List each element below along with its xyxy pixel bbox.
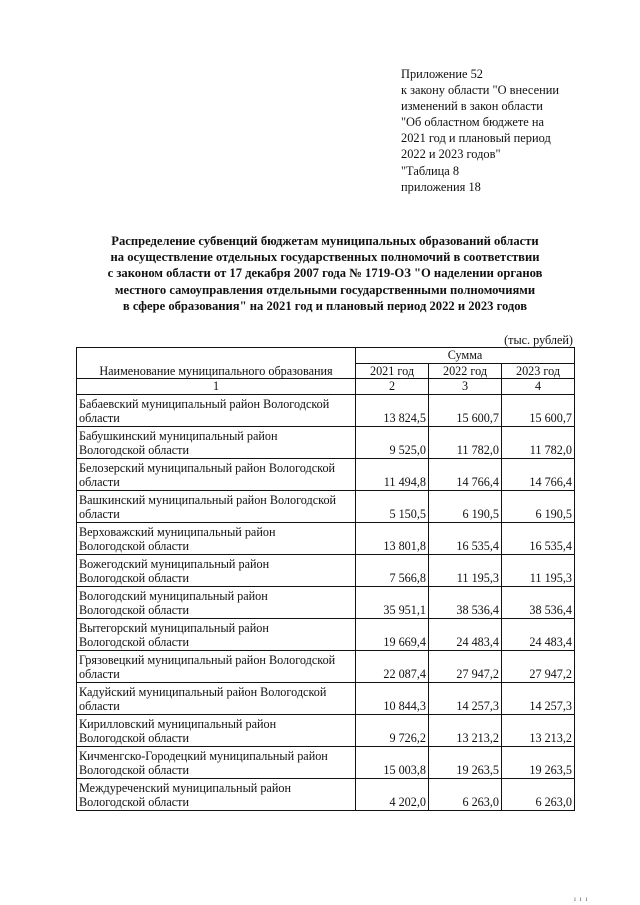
municipality-name-line: Вологодской области xyxy=(79,763,189,777)
municipality-name-line: Бабаевский муниципальный район Вологодской xyxy=(79,396,330,411)
appendix-line: приложения 18 xyxy=(401,179,481,194)
municipality-name-cell xyxy=(77,714,356,746)
municipality-name-cell xyxy=(77,458,356,490)
municipality-name-cell xyxy=(77,650,356,682)
amount-cell-2023: 6 263,0 xyxy=(502,778,575,810)
table-row xyxy=(77,714,575,746)
municipality-name-line: Вологодской области xyxy=(79,443,189,457)
municipality-name-line: области xyxy=(79,507,120,521)
table-row xyxy=(77,426,575,458)
amount-cell-2023: 27 947,2 xyxy=(502,650,575,682)
municipality-name-cell xyxy=(77,778,356,810)
amount-cell-2022: 38 536,4 xyxy=(429,586,502,618)
appendix-line: к закону области "О внесении xyxy=(401,83,559,98)
amount-cell-2021: 13 824,5 xyxy=(356,394,429,426)
municipality-name-cell xyxy=(77,394,356,426)
header-sum-cell: Сумма xyxy=(356,348,575,364)
municipality-name-cell xyxy=(77,554,356,586)
municipality-name-line: области xyxy=(79,411,120,425)
amount-cell-2022: 6 263,0 xyxy=(429,778,502,810)
amount-cell-2023: 11 195,3 xyxy=(502,554,575,586)
column-number-cell: 3 xyxy=(429,379,502,395)
municipality-name-line: Бабушкинский муниципальный район xyxy=(79,428,278,443)
appendix-line: Приложение 52 xyxy=(401,67,483,81)
amount-cell-2021: 19 669,4 xyxy=(356,618,429,650)
amount-cell-2022: 13 213,2 xyxy=(429,714,502,746)
amount-cell-2023: 38 536,4 xyxy=(502,586,575,618)
title-line: с законом области от 17 декабря 2007 года № 1719-ОЗ "О наделении органов xyxy=(107,266,543,281)
amount-cell-2023: 14 766,4 xyxy=(502,458,575,490)
appendix-line: 2021 год и плановый период xyxy=(401,131,551,146)
municipality-name-cell xyxy=(77,522,356,554)
amount-cell-2022: 24 483,4 xyxy=(429,618,502,650)
table-row xyxy=(77,746,575,778)
amount-cell-2023: 11 782,0 xyxy=(502,426,575,458)
amount-cell-2021: 10 844,3 xyxy=(356,682,429,714)
municipality-name-line: Верховажский муниципальный район xyxy=(79,524,276,539)
header-year-cell: 2022 год xyxy=(429,363,502,379)
municipality-name-line: области xyxy=(79,475,120,489)
table-row xyxy=(77,650,575,682)
appendix-line: 2022 и 2023 годов" xyxy=(401,147,501,162)
municipality-name-cell xyxy=(77,490,356,522)
municipality-name-line: Вологодской области xyxy=(79,571,189,585)
amount-cell-2022: 16 535,4 xyxy=(429,522,502,554)
municipality-name-line: Вытегорский муниципальный район xyxy=(79,620,269,635)
amount-cell-2022: 27 947,2 xyxy=(429,650,502,682)
table-row xyxy=(77,778,575,810)
amount-cell-2023: 14 257,3 xyxy=(502,682,575,714)
amount-cell-2021: 9 726,2 xyxy=(356,714,429,746)
amount-cell-2023: 19 263,5 xyxy=(502,746,575,778)
table-body xyxy=(77,348,575,811)
municipality-name-line: Вологодской области xyxy=(79,795,189,809)
amount-cell-2022: 14 766,4 xyxy=(429,458,502,490)
subsidy-table xyxy=(76,347,575,811)
municipality-name-line: Белозерский муниципальный район Вологодской xyxy=(79,460,336,475)
table-row xyxy=(77,522,575,554)
amount-cell-2023: 6 190,5 xyxy=(502,490,575,522)
municipality-name-line: Кадуйский муниципальный район Вологодской xyxy=(79,684,327,699)
municipality-name-line: Вологодской области xyxy=(79,603,189,617)
appendix-line: "Об областном бюджете на xyxy=(401,115,544,130)
page-mark: ı ı ı xyxy=(574,895,589,903)
amount-cell-2022: 19 263,5 xyxy=(429,746,502,778)
table-row xyxy=(77,394,575,426)
table-row xyxy=(77,682,575,714)
amount-cell-2021: 5 150,5 xyxy=(356,490,429,522)
amount-cell-2021: 7 566,8 xyxy=(356,554,429,586)
table-row xyxy=(77,618,575,650)
header-row xyxy=(77,348,575,364)
municipality-name-cell xyxy=(77,682,356,714)
municipality-name-cell xyxy=(77,426,356,458)
municipality-name-line: области xyxy=(79,667,120,681)
amount-cell-2021: 4 202,0 xyxy=(356,778,429,810)
municipality-name-cell xyxy=(77,746,356,778)
units-label: (тыс. рублей) xyxy=(504,333,573,347)
table-row xyxy=(77,554,575,586)
amount-cell-2022: 11 195,3 xyxy=(429,554,502,586)
amount-cell-2021: 13 801,8 xyxy=(356,522,429,554)
title-line: в сфере образования" на 2021 год и плановый период 2022 и 2023 годов xyxy=(122,298,528,313)
appendix-note xyxy=(401,66,601,195)
title-line: Распределение субвенций бюджетам муниципальных образований области xyxy=(111,234,539,248)
header-year-cell: 2021 год xyxy=(356,363,429,379)
municipality-name-line: Кирилловский муниципальный район xyxy=(79,716,277,731)
appendix-line: "Таблица 8 xyxy=(401,163,460,178)
municipality-name-line: Вологодской области xyxy=(79,539,189,553)
municipality-name-line: Междуреченский муниципальный район xyxy=(79,780,291,795)
title-line: местного самоуправления отдельными государственными полномочиями xyxy=(114,282,536,297)
amount-cell-2022: 11 782,0 xyxy=(429,426,502,458)
document-title xyxy=(40,233,610,314)
amount-cell-2022: 15 600,7 xyxy=(429,394,502,426)
municipality-name-line: Вашкинский муниципальный район Вологодской xyxy=(79,492,337,507)
municipality-name-line: области xyxy=(79,699,120,713)
amount-cell-2021: 35 951,1 xyxy=(356,586,429,618)
municipality-name-line: Вологодской области xyxy=(79,731,189,745)
amount-cell-2021: 11 494,8 xyxy=(356,458,429,490)
amount-cell-2021: 22 087,4 xyxy=(356,650,429,682)
table-row xyxy=(77,586,575,618)
municipality-name-line: Кичменгско-Городецкий муниципальный район xyxy=(79,748,328,763)
municipality-name-cell xyxy=(77,618,356,650)
header-name-cell: Наименование муниципального образования xyxy=(77,348,356,379)
appendix-line: изменений в закон области xyxy=(401,99,543,114)
municipality-name-line: Вологодский муниципальный район xyxy=(79,588,268,603)
column-number-cell: 2 xyxy=(356,379,429,395)
title-line: на осуществление отдельных государственных полномочий в соответствии xyxy=(110,250,540,265)
municipality-name-cell xyxy=(77,586,356,618)
municipality-name-line: Вологодской области xyxy=(79,635,189,649)
column-number-cell: 4 xyxy=(502,379,575,395)
table-row xyxy=(77,490,575,522)
header-year-cell: 2023 год xyxy=(502,363,575,379)
column-numbers-row xyxy=(77,379,575,395)
amount-cell-2023: 16 535,4 xyxy=(502,522,575,554)
amount-cell-2023: 15 600,7 xyxy=(502,394,575,426)
amount-cell-2022: 6 190,5 xyxy=(429,490,502,522)
amount-cell-2021: 15 003,8 xyxy=(356,746,429,778)
amount-cell-2023: 24 483,4 xyxy=(502,618,575,650)
amount-cell-2021: 9 525,0 xyxy=(356,426,429,458)
amount-cell-2023: 13 213,2 xyxy=(502,714,575,746)
municipality-name-line: Вожегодский муниципальный район xyxy=(79,556,270,571)
table-row xyxy=(77,458,575,490)
column-number-cell: 1 xyxy=(77,379,356,395)
amount-cell-2022: 14 257,3 xyxy=(429,682,502,714)
municipality-name-line: Грязовецкий муниципальный район Вологодской xyxy=(79,652,336,667)
